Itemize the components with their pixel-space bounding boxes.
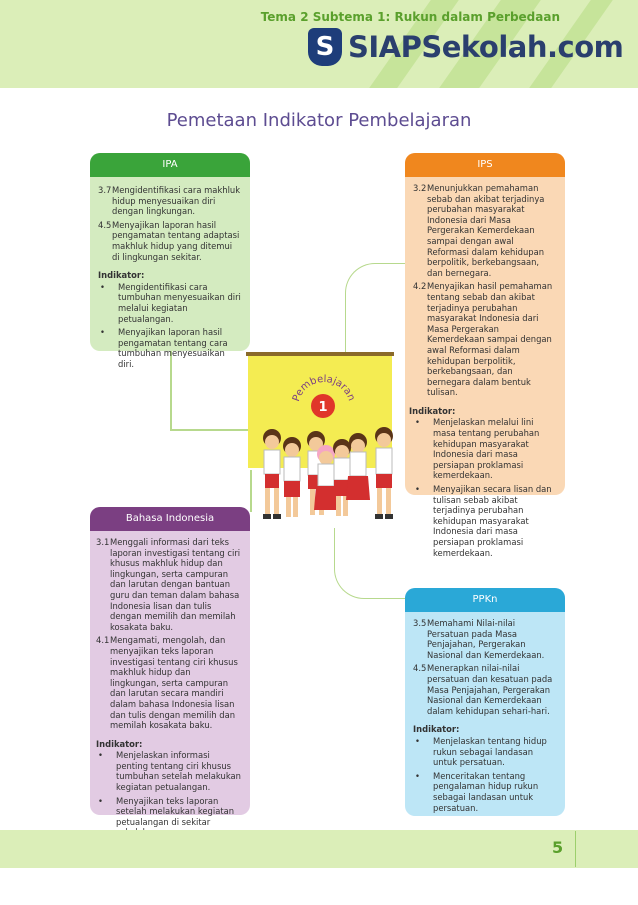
logo-badge: S	[308, 28, 342, 66]
competency-text: Menunjukkan pemahaman sebab dan akibat terjadinya perubahan masyarakat Indonesia dari Masa Pergerakan Kemerdekaan sampai dengan awal Reformasi dalam kehidupan berpolitik, berkebangsaan, dan bernegara.	[427, 183, 545, 278]
competency-text: Memahami Nilai-nilai Persatuan pada Masa Penjajahan, Pergerakan Nasional dan Kemerdekaan.	[427, 618, 545, 660]
page-number: 5	[552, 838, 564, 857]
competency-number: 4.1	[96, 635, 110, 646]
indikator-text: Menceritakan tentang pengalaman hidup rukun sebagai landasan untuk persatuan.	[433, 770, 539, 813]
competency-item	[413, 183, 557, 278]
ips-card	[405, 153, 565, 558]
competency-number: 3.1	[96, 537, 110, 547]
bullet-icon: •	[98, 795, 103, 806]
indikator-text: Menyajikan teks laporan setelah melakukan kegiatan petualangan di sekitar	[116, 795, 235, 827]
indikator-text: Menjelaskan melalui lini masa tentang perubahan kehidupan masyarakat Indonesia dari masa persiapan proklamasi kemerdekaan.	[433, 417, 540, 481]
indikator-title: Indikator:	[98, 270, 145, 281]
indikator-item	[413, 736, 557, 768]
indikator-item	[413, 484, 557, 558]
indikator-text: Menyajikan secara lisan dan tulisan sebab akibat terjadinya perubahan kehidupan masyarakat Indonesia dari masa persiapan proklamasi kemerdekaan.	[433, 484, 552, 558]
competency-item	[413, 618, 557, 660]
indikator-text: Menyajikan laporan hasil pengamatan tentang cara tumbuhan menyesuaikan diri.	[118, 327, 228, 369]
indikator-item	[413, 771, 557, 813]
competency-item	[98, 185, 242, 217]
center-illustration	[246, 350, 406, 528]
footer-divider	[575, 831, 576, 867]
pembelajaran-illustration	[246, 350, 406, 528]
competency-number: 4.5	[98, 219, 112, 230]
indikator-text: Menjelaskan informasi penting tentang ciri khusus tumbuhan setelah melakukan kegiatan petualangan.	[116, 750, 241, 793]
competency-text: Mengamati, mengolah, dan menyajikan teks laporan investigasi tentang ciri khusus makhluk hidup dan lingkungan, serta campuran dan larutan secara mandiri dalam bahasa Indonesia lisan dan tulis dengan memilih dan memilah kosakata baku.	[110, 635, 238, 731]
indikator-text: Menjelaskan tentang hidup rukun sebagai landasan untuk persatuan.	[433, 735, 547, 768]
bullet-icon: •	[415, 770, 420, 781]
competency-text: Menyajikan hasil pemahaman tentang sebab dan akibat terjadinya perubahan masyarakat Indonesia dari Masa Pergerakan Kemerdekaan sampai dengan awal Reformasi dalam kehidupan berpolitik, berkebangsaan, dan bernegara dalam bentuk tulisan.	[427, 281, 553, 398]
competency-number: 4.2	[413, 281, 427, 292]
footer-band	[0, 830, 638, 868]
competency-text: Menerapkan nilai-nilai persatuan dan kesatuan pada Masa Penjajahan, Pergerakan Nasional dan Kemerdekaan dalam kehidupan sehari-hari.	[427, 663, 553, 716]
indikator-item	[96, 750, 242, 792]
indikator-item	[98, 327, 242, 369]
indikator-title: Indikator:	[96, 738, 143, 749]
footer-subtheme: Tema 2 Subtema 1: Rukun dalam Perbedaan	[260, 10, 560, 24]
bahasa-indonesia-card	[90, 507, 250, 827]
competency-number: 3.5	[413, 618, 427, 628]
ppkn-header: PPKn	[405, 588, 565, 612]
connector-line	[170, 429, 248, 431]
bullet-icon: •	[415, 484, 420, 495]
ips-header: IPS	[405, 153, 565, 177]
arc-label: Pembelajaran	[291, 373, 357, 404]
competency-item	[413, 663, 557, 716]
indikator-title: Indikator:	[413, 724, 460, 735]
competency-item	[98, 220, 242, 262]
site-logo[interactable]	[308, 28, 623, 66]
competency-text: Menyajikan laporan hasil pengamatan tentang adaptasi makhluk hidup yang ditemui di lingkungan sekitar.	[112, 219, 240, 262]
connector-line	[345, 263, 406, 364]
bullet-icon: •	[98, 750, 103, 761]
indikator-item	[98, 282, 242, 324]
indikator-title: Indikator:	[409, 405, 456, 416]
ppkn-card	[405, 588, 565, 816]
competency-text: Mengidentifikasi cara makhluk hidup menyesuaikan diri dengan lingkungan.	[112, 185, 241, 217]
lesson-number: 1	[318, 400, 328, 415]
ipa-card	[90, 153, 250, 369]
competency-item	[413, 281, 557, 398]
connector-line	[334, 528, 406, 599]
competency-number: 3.7	[98, 185, 112, 195]
logo-text: SIAPSekolah.com	[348, 30, 624, 64]
competency-item	[96, 537, 242, 632]
page-title: Pemetaan Indikator Pembelajaran	[166, 110, 472, 131]
competency-item	[96, 635, 242, 730]
bullet-icon: •	[100, 281, 105, 292]
bullet-icon: •	[100, 327, 105, 338]
competency-text: Menggali informasi dari teks laporan investigasi tentang ciri khusus makhluk hidup dan lingkungan, serta campuran dan larutan dengan bantuan guru dan teman dalam bahasa Indonesia lisan dan tulis dengan memilih dan memilah kosakata baku.	[110, 537, 241, 632]
indikator-item	[413, 417, 557, 481]
bahasa-indonesia-header: Bahasa Indonesia	[90, 507, 250, 531]
bullet-icon: •	[415, 735, 420, 746]
bullet-icon: •	[415, 417, 420, 428]
ipa-header: IPA	[90, 153, 250, 177]
competency-number: 4.5	[413, 663, 427, 674]
competency-number: 3.2	[413, 183, 427, 193]
indikator-text: Mengidentifikasi cara tumbuhan menyesuaikan diri melalui kegiatan petualangan.	[118, 281, 241, 324]
